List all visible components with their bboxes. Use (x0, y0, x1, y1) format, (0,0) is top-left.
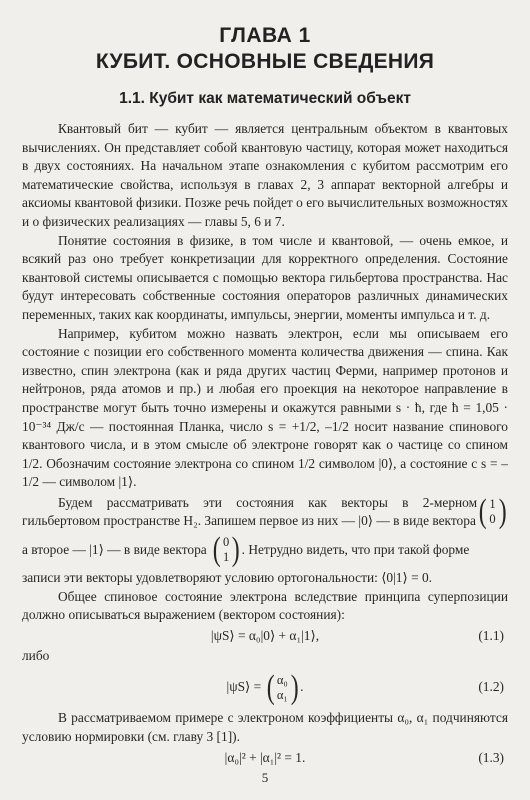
right-paren: ) (498, 493, 507, 531)
equation-1-1 (22, 625, 508, 647)
left-paren: ( (266, 669, 275, 707)
equation-1-1-number: (1.1) (478, 627, 504, 643)
equation-1-2-number: (1.2) (478, 679, 504, 695)
paragraph-3: Например, кубитом можно назвать электрон, если мы описываем его состояние с позиции его собственного момента количества движения — спина. Как известно, спин электрона (как и ряда других частиц Ферми, например протонов и нейтронов, ряда атомов и пр.) и любая его проекция на некоторое направление в пространстве могут быть точно измерены и окажутся равными s · ħ, где ħ = 1,05 · 10⁻³⁴ Дж/с — постоянная Планка, число s = +1/2, –1/2 носит название спинового квантового числа, и в этом смысле об электроне говорят как о частице со спином 1/2. Обозначим состояние электрона со спином 1/2 символом |0⟩, а состояние с s = –1/2 — символом |1⟩. (22, 325, 508, 490)
paragraph-1: Квантовый бит — кубит — является центральным объектом в квантовых вычислениях. Он представляет собой квантовую частицу, которая может находиться в двух состояниях. На начальном этапе ознакомления с кубитом рассмотрим его математические свойства, используя в главах 2, 3 аппарат векторной алгебры и аксиомы квантовой физики. Позже речь пойдет о его вычислительных возможностях и о физических реализациях — главы 5, 6 и 7. (22, 121, 508, 229)
equation-1-2-lhs: |ψS⟩ = (226, 679, 262, 695)
ket0-vector (477, 495, 508, 529)
paragraph-4-line-b (22, 533, 508, 567)
equation-1-3 (22, 747, 508, 769)
equation-1-1-expression: |ψS⟩ = α₀|0⟩ + α₁|1⟩, (210, 627, 320, 643)
paragraph-4-text-d: записи эти векторы удовлетворяют условию ортогональности: ⟨0|1⟩ = 0. (22, 570, 433, 586)
psi-entry-2: α₁ (276, 688, 288, 703)
chapter-heading (22, 24, 508, 76)
psi-entry-1: α₀ (276, 673, 288, 688)
paragraph-4-text-a: Будем рассматривать эти состояния как векторы в 2-мерном гильбертовом пространстве H₂. Запишем первое из них — |0⟩ — в виде вектора (22, 494, 478, 529)
right-paren: ) (290, 669, 299, 707)
paragraph-4-line-a (22, 494, 508, 531)
ket0-column (488, 497, 496, 527)
ket0-entry-2: 0 (489, 512, 496, 527)
paragraph-5: Общее спиновое состояние электрона вследствие принципа суперпозиции должно описываться выражением (вектором состояния): (22, 588, 508, 623)
paragraph-6: В рассматриваемом примере с электроном коэффициенты α₀, α₁ подчиняются условию нормировки (см. главу 3 [1]). (22, 710, 508, 745)
section-title: 1.1. Кубит как математический объект (119, 90, 411, 107)
equation-1-2-tail: . (300, 679, 304, 695)
ket1-vector (211, 533, 242, 567)
psi-vector (265, 669, 304, 707)
ket0-entry-1: 1 (489, 497, 496, 512)
equation-1-2-expression (22, 665, 508, 709)
chapter-title: КУБИТ. ОСНОВНЫЕ СВЕДЕНИЯ (95, 50, 435, 73)
ket1-entry-2: 1 (223, 550, 230, 565)
right-paren: ) (231, 531, 240, 569)
ket1-entry-1: 0 (223, 535, 230, 550)
left-paren: ( (212, 531, 221, 569)
paragraph-4 (22, 494, 508, 588)
either-word: либо (22, 647, 50, 663)
equation-1-2 (22, 665, 508, 709)
psi-column (276, 673, 289, 703)
page-number: 5 (261, 770, 269, 785)
left-paren: ( (478, 493, 487, 531)
ket1-column (222, 535, 230, 565)
paragraph-4-text-b: а второе — |1⟩ — в виде вектора (22, 541, 207, 557)
paragraph-2: Понятие состояния в физике, в том числе и квантовой, — очень емкое, и всякий раз оно требует конкретизации для корректного определения. Состояние квантовой системы описывается с помощью вектора гильбертова пространства. Нас будут интересовать собственные состояния операторов различных динамических переменных, таких как координаты, импульсы, энергии, моменты импульса и т. д. (22, 232, 508, 322)
equation-1-3-number: (1.3) (478, 749, 504, 765)
equation-1-3-expression: |α₀|² + |α₁|² = 1. (224, 749, 306, 765)
chapter-number: ГЛАВА 1 (219, 24, 311, 47)
paragraph-4-text-c: . Нетрудно видеть, что при такой форме (241, 541, 470, 557)
